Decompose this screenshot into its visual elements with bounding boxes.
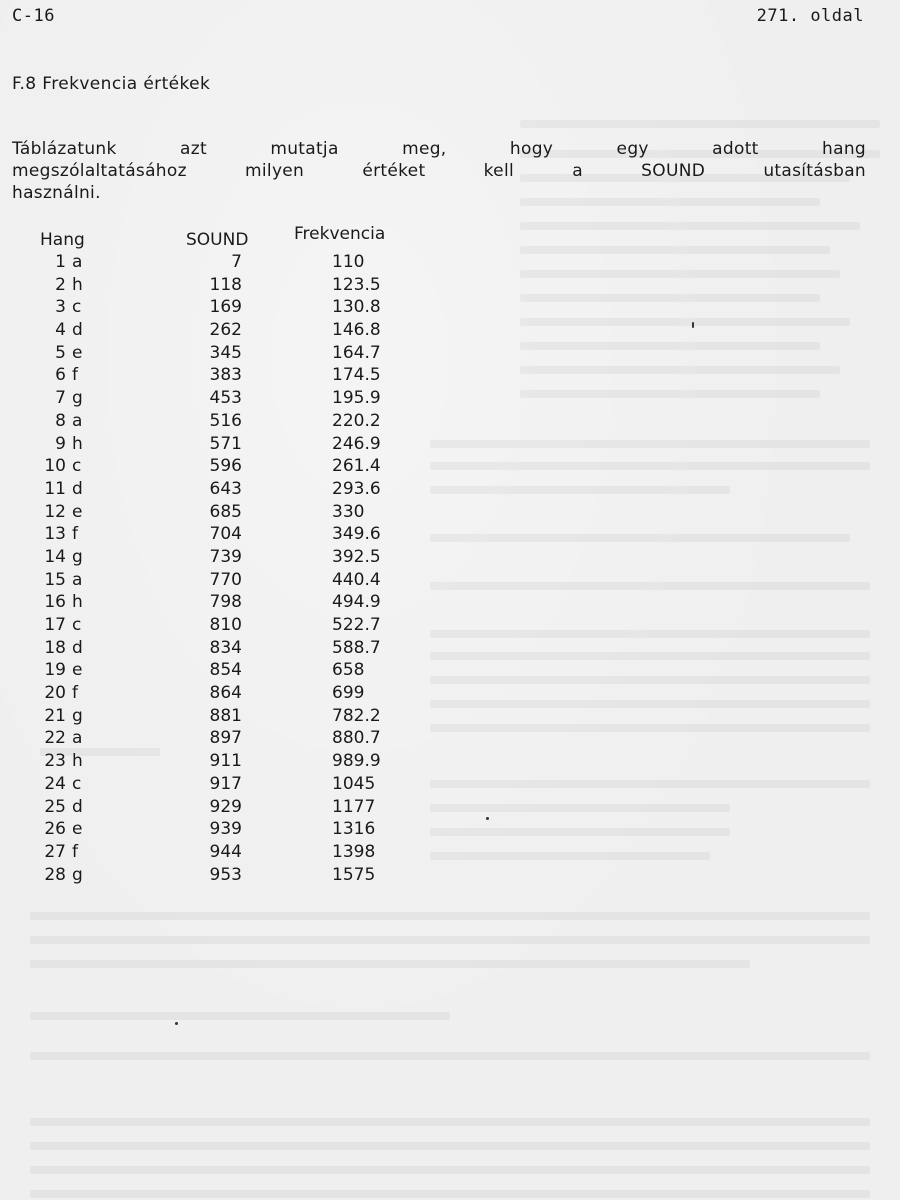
row-sound-value: 770 — [209, 569, 242, 590]
row-sound-value: 345 — [209, 342, 242, 363]
row-frequency: 588.7 — [332, 637, 381, 658]
row-sound-value: 383 — [209, 365, 242, 386]
bleed-through-stroke — [430, 676, 870, 684]
row-frequency: 392.5 — [332, 546, 381, 567]
row-frequency: 246.9 — [332, 433, 381, 454]
bleed-through-stroke — [520, 270, 840, 278]
row-note: h — [72, 751, 83, 772]
row-number: 3 — [55, 297, 66, 318]
row-note: c — [72, 773, 82, 794]
row-number: 20 — [44, 683, 66, 704]
bleed-through-stroke — [520, 318, 850, 326]
row-number: 12 — [44, 501, 66, 522]
row-note: c — [72, 615, 82, 635]
page-code: C-16 — [12, 6, 55, 26]
row-note: f — [72, 524, 78, 545]
row-frequency: 522.7 — [332, 615, 381, 635]
table-row — [0, 365, 480, 388]
row-number: 17 — [44, 615, 66, 635]
row-number: 1 — [55, 252, 66, 272]
header-frequency: Frekvencia — [294, 224, 386, 244]
row-number: 7 — [55, 388, 66, 409]
bleed-through-stroke — [30, 912, 870, 920]
table-row — [0, 547, 480, 570]
row-number: 2 — [55, 274, 66, 295]
row-number: 4 — [55, 320, 66, 341]
row-note: e — [72, 501, 83, 522]
row-note: e — [72, 819, 83, 840]
row-frequency: 1316 — [332, 819, 376, 840]
table-row — [0, 638, 480, 661]
row-number: 10 — [44, 456, 66, 477]
table-row — [0, 456, 480, 479]
bleed-through-stroke — [30, 936, 870, 944]
row-sound-value: 7 — [231, 252, 242, 272]
bleed-through-stroke — [520, 342, 820, 350]
row-sound-value: 118 — [209, 274, 242, 295]
bleed-through-stroke — [430, 652, 870, 660]
row-frequency: 989.9 — [332, 751, 381, 772]
table-row — [0, 774, 480, 797]
row-frequency: 110 — [332, 252, 365, 272]
bleed-through-stroke — [520, 222, 860, 230]
row-frequency: 1398 — [332, 841, 376, 862]
row-sound-value: 881 — [209, 705, 242, 726]
row-sound-value: 864 — [209, 683, 242, 704]
row-sound-value: 854 — [209, 660, 242, 681]
table-row — [0, 343, 480, 366]
bleed-through-stroke — [520, 366, 840, 374]
row-number: 24 — [44, 773, 66, 794]
table-row — [0, 797, 480, 820]
table-row — [0, 842, 480, 865]
header-sound: SOUND — [186, 230, 249, 250]
row-note: f — [72, 841, 78, 862]
bleed-through-stroke — [520, 120, 880, 128]
row-frequency: 658 — [332, 660, 365, 681]
page-number: 271. oldal — [756, 6, 864, 26]
row-sound-value: 939 — [209, 819, 242, 840]
row-sound-value: 169 — [209, 297, 242, 318]
table-row — [0, 592, 480, 615]
row-frequency: 330 — [332, 501, 365, 522]
row-frequency: 782.2 — [332, 705, 381, 726]
intro-line: használni. — [12, 183, 101, 203]
table-row — [0, 524, 480, 547]
row-sound-value: 953 — [209, 864, 242, 885]
row-sound-value: 798 — [209, 592, 242, 613]
row-note: a — [72, 728, 83, 749]
row-number: 8 — [55, 410, 66, 431]
intro-paragraph — [12, 138, 866, 204]
bleed-through-stroke — [430, 440, 870, 448]
section-title: F.8 Frekvencia értékek — [12, 74, 211, 94]
bleed-through-stroke — [430, 700, 870, 708]
bleed-through-stroke — [430, 582, 870, 590]
row-note: e — [72, 342, 83, 363]
row-frequency: 440.4 — [332, 569, 381, 590]
row-number: 6 — [55, 365, 66, 386]
row-sound-value: 262 — [209, 320, 242, 341]
row-frequency: 164.7 — [332, 342, 381, 363]
row-note: f — [72, 683, 78, 704]
row-number: 26 — [44, 819, 66, 840]
row-frequency: 220.2 — [332, 410, 381, 431]
row-frequency: 293.6 — [332, 478, 381, 499]
table-row — [0, 819, 480, 842]
row-sound-value: 897 — [209, 728, 242, 749]
table-body — [0, 252, 480, 887]
intro-line: megszólaltatásához milyen értéket kell a SOUND utasításban — [12, 161, 866, 181]
row-number: 25 — [44, 796, 66, 817]
row-sound-value: 571 — [209, 433, 242, 454]
row-sound-value: 944 — [209, 841, 242, 862]
row-note: g — [72, 546, 83, 567]
table-row — [0, 615, 480, 638]
row-note: a — [72, 569, 83, 590]
table-row — [0, 275, 480, 298]
table-row — [0, 320, 480, 343]
row-number: 11 — [44, 478, 66, 499]
bleed-through-stroke — [430, 630, 870, 638]
row-note: g — [72, 388, 83, 409]
row-sound-value: 739 — [209, 546, 242, 567]
row-sound-value: 911 — [209, 751, 242, 772]
row-sound-value: 834 — [209, 637, 242, 658]
bleed-through-stroke — [520, 246, 830, 254]
intro-line: Táblázatunk azt mutatja meg, hogy egy adott hang — [12, 139, 866, 159]
row-number: 27 — [44, 841, 66, 862]
row-note: c — [72, 456, 82, 477]
row-sound-value: 516 — [209, 410, 242, 431]
header-hang: Hang — [40, 230, 85, 250]
row-number: 9 — [55, 433, 66, 454]
bleed-through-stroke — [30, 960, 750, 968]
bleed-through-stroke — [30, 1052, 870, 1060]
bleed-through-stroke — [30, 1142, 870, 1150]
row-frequency: 1045 — [332, 773, 376, 794]
row-number: 14 — [44, 546, 66, 567]
scan-speck — [692, 322, 694, 328]
table-row — [0, 502, 480, 525]
row-note: d — [72, 320, 83, 341]
row-sound-value: 643 — [209, 478, 242, 499]
row-note: c — [72, 297, 82, 318]
row-note: h — [72, 592, 83, 613]
table-row — [0, 751, 480, 774]
bleed-through-stroke — [30, 1012, 450, 1020]
bleed-through-stroke — [430, 462, 870, 470]
row-frequency: 261.4 — [332, 456, 381, 477]
row-note: d — [72, 478, 83, 499]
bleed-through-stroke — [30, 1190, 870, 1198]
row-frequency: 1575 — [332, 864, 376, 885]
bleed-through-stroke — [430, 724, 870, 732]
row-note: h — [72, 274, 83, 295]
row-note: a — [72, 410, 83, 431]
table-row — [0, 411, 480, 434]
row-note: h — [72, 433, 83, 454]
row-sound-value: 810 — [209, 615, 242, 635]
scan-speck — [486, 817, 489, 820]
bleed-through-stroke — [30, 1118, 870, 1126]
table-row — [0, 479, 480, 502]
table-row — [0, 297, 480, 320]
row-note: f — [72, 365, 78, 386]
row-frequency: 195.9 — [332, 388, 381, 409]
row-frequency: 699 — [332, 683, 365, 704]
table-row — [0, 706, 480, 729]
table-row — [0, 728, 480, 751]
row-sound-value: 929 — [209, 796, 242, 817]
row-frequency: 123.5 — [332, 274, 381, 295]
row-frequency: 174.5 — [332, 365, 381, 386]
row-note: d — [72, 637, 83, 658]
table-row — [0, 388, 480, 411]
row-number: 5 — [55, 342, 66, 363]
table-row — [0, 865, 480, 888]
row-number: 16 — [44, 592, 66, 613]
row-note: g — [72, 864, 83, 885]
row-note: e — [72, 660, 83, 681]
row-number: 23 — [44, 751, 66, 772]
row-frequency: 1177 — [332, 796, 376, 817]
row-frequency: 349.6 — [332, 524, 381, 545]
bleed-through-stroke — [520, 294, 820, 302]
bleed-through-stroke — [30, 1166, 870, 1174]
row-frequency: 880.7 — [332, 728, 381, 749]
row-sound-value: 453 — [209, 388, 242, 409]
table-row — [0, 660, 480, 683]
bleed-through-stroke — [430, 534, 850, 542]
row-sound-value: 685 — [209, 501, 242, 522]
row-number: 18 — [44, 637, 66, 658]
row-number: 21 — [44, 705, 66, 726]
bleed-through-stroke — [430, 780, 870, 788]
frequency-table — [0, 224, 480, 887]
table-row — [0, 252, 480, 275]
table-header — [0, 224, 480, 252]
row-frequency: 130.8 — [332, 297, 381, 318]
row-number: 28 — [44, 864, 66, 885]
bleed-through-stroke — [520, 390, 820, 398]
table-row — [0, 434, 480, 457]
row-note: d — [72, 796, 83, 817]
row-note: a — [72, 252, 83, 272]
row-sound-value: 596 — [209, 456, 242, 477]
row-number: 15 — [44, 569, 66, 590]
row-sound-value: 704 — [209, 524, 242, 545]
row-number: 19 — [44, 660, 66, 681]
row-frequency: 146.8 — [332, 320, 381, 341]
row-number: 13 — [44, 524, 66, 545]
scan-speck — [175, 1022, 178, 1025]
row-number: 22 — [44, 728, 66, 749]
table-row — [0, 683, 480, 706]
row-sound-value: 917 — [209, 773, 242, 794]
row-frequency: 494.9 — [332, 592, 381, 613]
row-note: g — [72, 705, 83, 726]
table-row — [0, 570, 480, 593]
